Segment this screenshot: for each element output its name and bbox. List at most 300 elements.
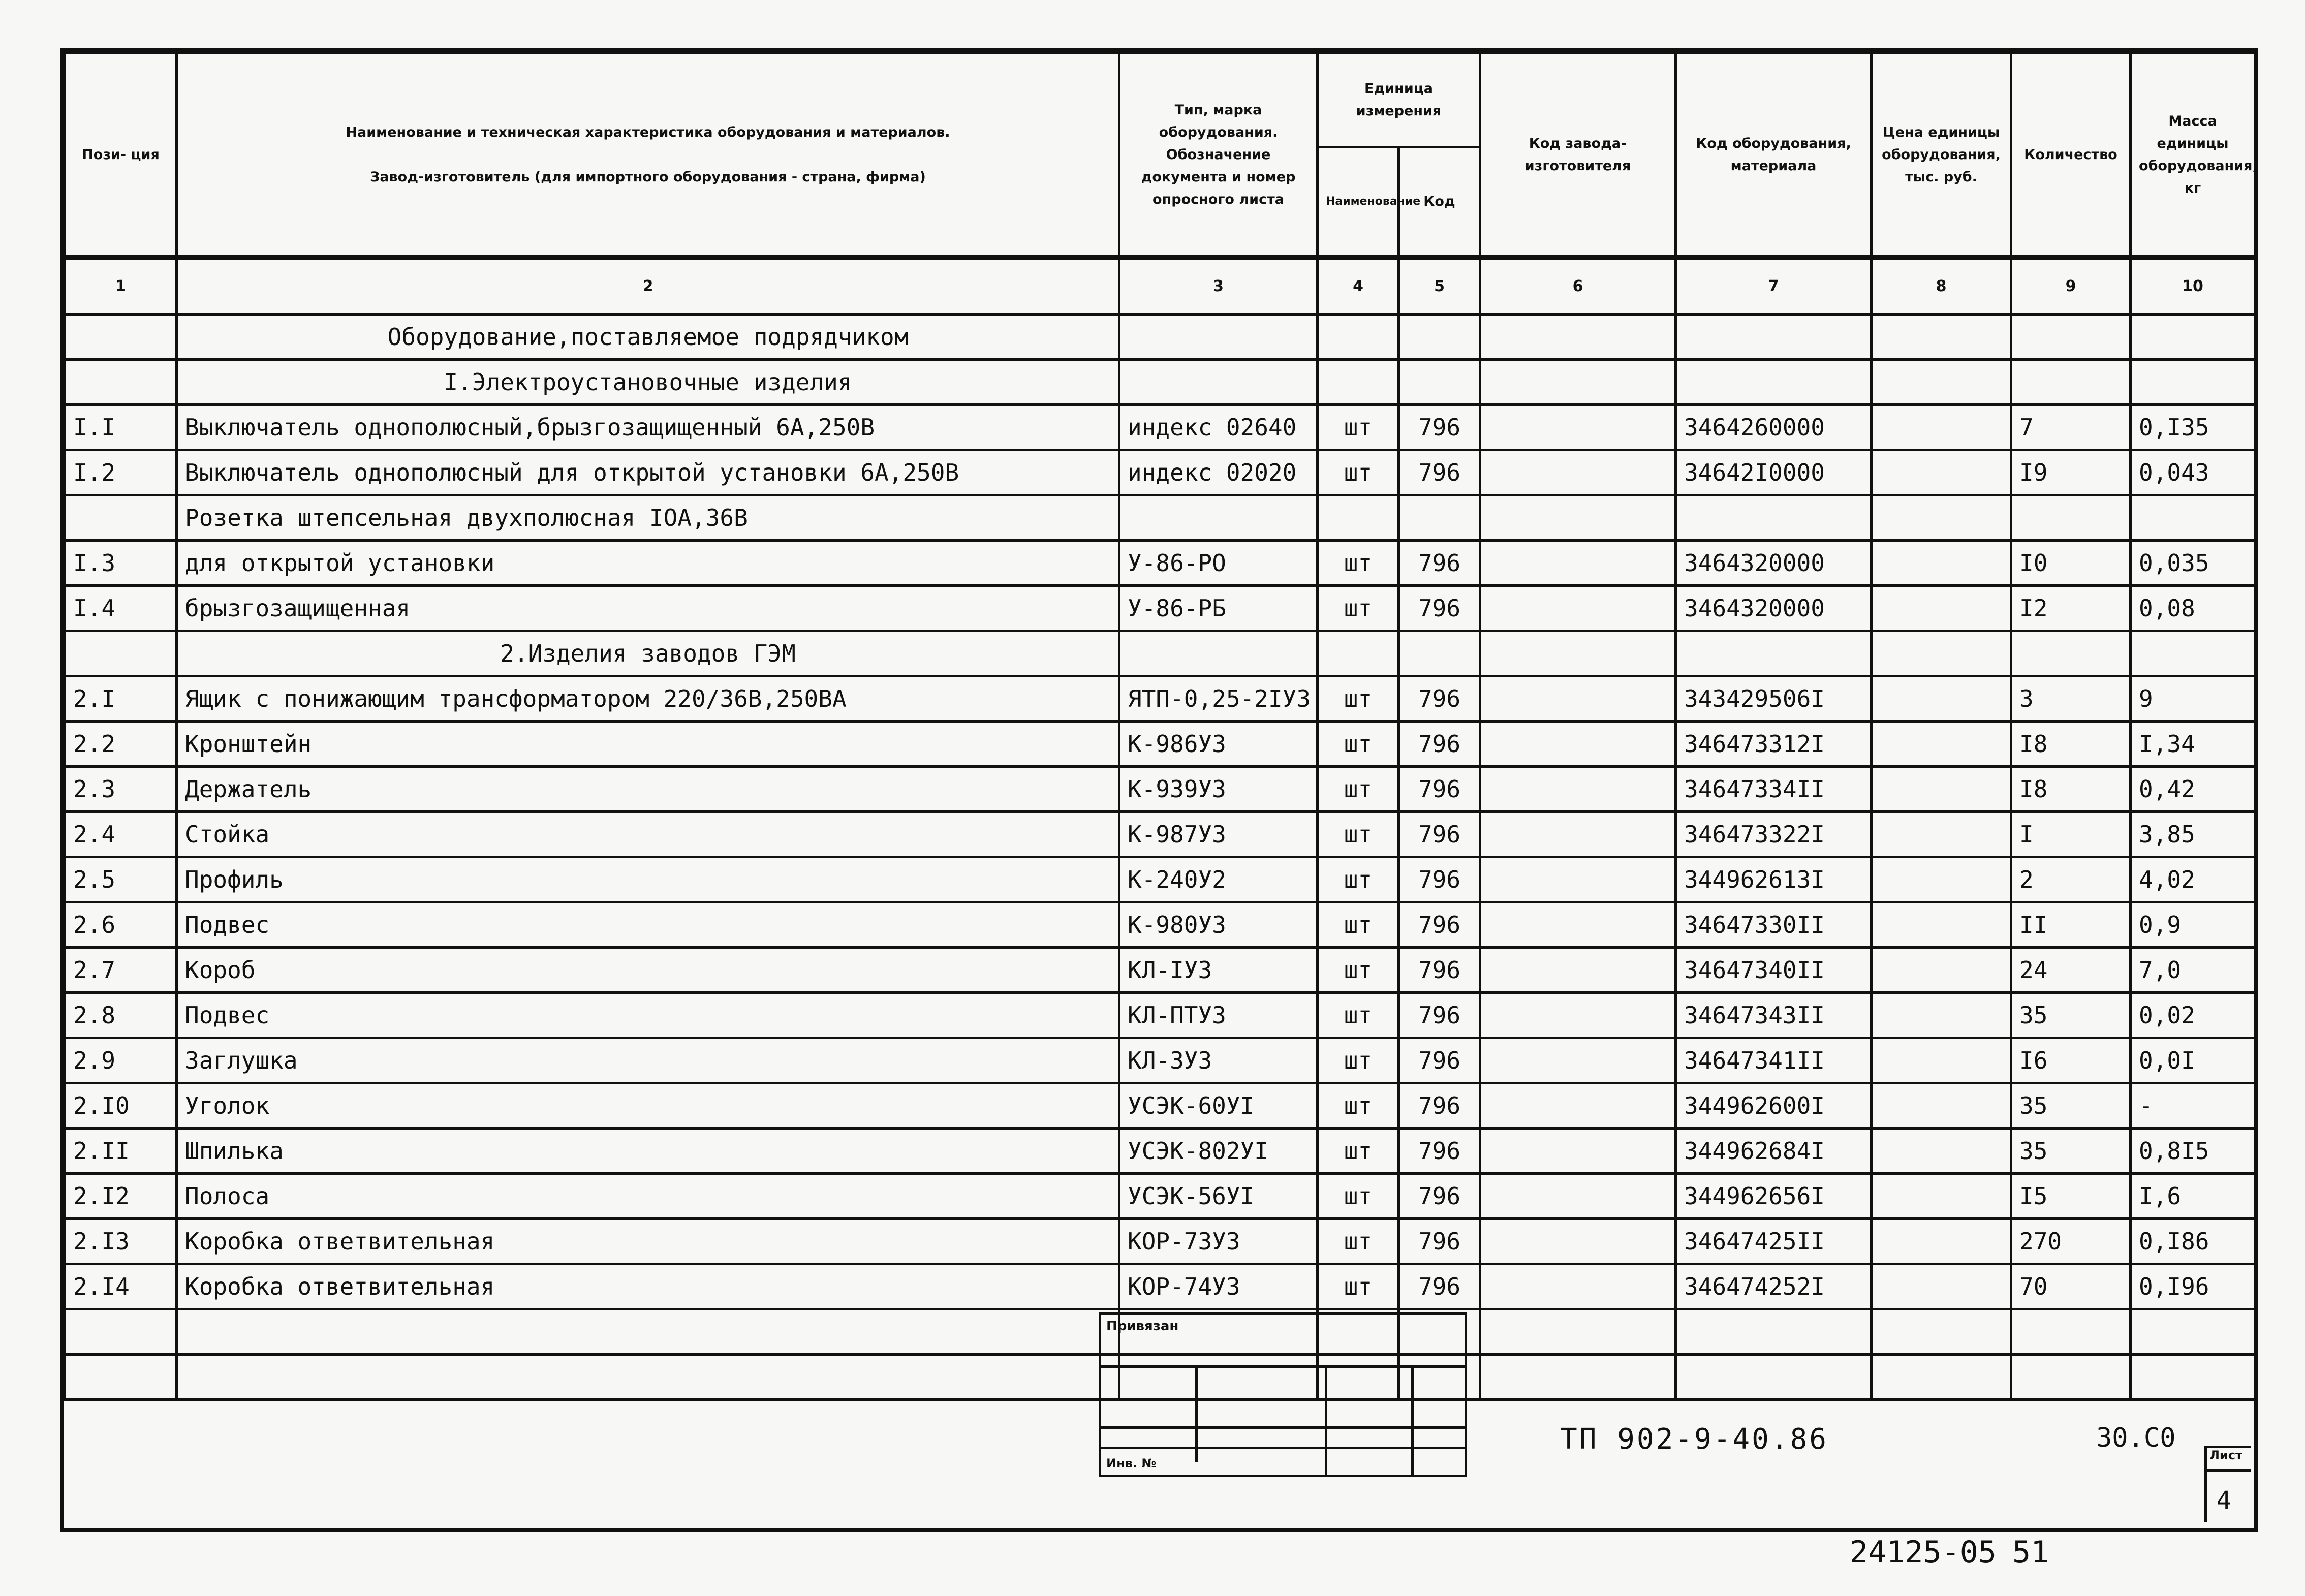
row-plant-code (1480, 1038, 1676, 1083)
row-name: Выключатель однополюсный,брызгозащищенный 6А,250В (177, 405, 1119, 450)
row-mass: 9 (2131, 676, 2255, 722)
row-type: УСЭК-60УI (1119, 1083, 1318, 1129)
row-unit-code (1399, 631, 1480, 676)
row-mass: I,34 (2131, 722, 2255, 767)
row-price (1872, 450, 2011, 495)
table-row (65, 495, 2255, 541)
row-position (65, 315, 177, 360)
row-material-code (1676, 315, 1872, 360)
row-quantity (2011, 495, 2131, 541)
column-number: 2 (177, 258, 1119, 315)
row-mass (2131, 315, 2255, 360)
drawing-sheet (60, 48, 2258, 1532)
row-name: Подвес (177, 993, 1119, 1038)
table-row (65, 812, 2255, 857)
row-type: УСЭК-802УI (1119, 1129, 1318, 1174)
stamp-divider (1101, 1365, 1465, 1368)
row-unit (1318, 495, 1399, 541)
row-price (1872, 722, 2011, 767)
row-unit-code: 796 (1399, 993, 1480, 1038)
row-position (65, 1355, 177, 1400)
row-quantity: 70 (2011, 1264, 2131, 1309)
row-unit-code: 796 (1399, 405, 1480, 450)
row-material-code: 34647340II (1676, 948, 1872, 993)
row-unit-code (1399, 315, 1480, 360)
row-name (177, 1355, 1119, 1400)
row-type (1119, 495, 1318, 541)
row-material-code: 3464260000 (1676, 405, 1872, 450)
row-plant-code (1480, 722, 1676, 767)
row-position: 2.II (65, 1129, 177, 1174)
row-plant-code (1480, 948, 1676, 993)
row-plant-code (1480, 631, 1676, 676)
row-quantity (2011, 315, 2131, 360)
row-price (1872, 315, 2011, 360)
row-mass: 0,0I (2131, 1038, 2255, 1083)
row-material-code: 3464320000 (1676, 586, 1872, 631)
row-mass: 0,02 (2131, 993, 2255, 1038)
row-price (1872, 1219, 2011, 1264)
row-quantity: 35 (2011, 993, 2131, 1038)
table-row (65, 1038, 2255, 1083)
row-mass: I,6 (2131, 1174, 2255, 1219)
row-unit-code: 796 (1399, 948, 1480, 993)
row-quantity: I9 (2011, 450, 2131, 495)
row-position (65, 631, 177, 676)
table-row (65, 1129, 2255, 1174)
row-position: 2.I0 (65, 1083, 177, 1129)
row-unit-code: 796 (1399, 1219, 1480, 1264)
row-mass (2131, 495, 2255, 541)
row-unit: шт (1318, 902, 1399, 948)
row-unit: шт (1318, 948, 1399, 993)
row-unit-code: 796 (1399, 812, 1480, 857)
row-price (1872, 541, 2011, 586)
row-type: У-86-РО (1119, 541, 1318, 586)
row-material-code: 346473322I (1676, 812, 1872, 857)
row-unit-code: 796 (1399, 676, 1480, 722)
table-row (65, 631, 2255, 676)
row-quantity: 270 (2011, 1219, 2131, 1264)
table-row (65, 948, 2255, 993)
row-unit-code: 796 (1399, 586, 1480, 631)
table-row (65, 450, 2255, 495)
row-position (65, 360, 177, 405)
row-position: I.3 (65, 541, 177, 586)
column-number: 5 (1399, 258, 1480, 315)
row-name: Полоса (177, 1174, 1119, 1219)
row-quantity (2011, 631, 2131, 676)
row-unit (1318, 315, 1399, 360)
row-name: Заглушка (177, 1038, 1119, 1083)
table-row (65, 993, 2255, 1038)
header-name-line2: Завод-изготовитель (для импортного оборудования - страна, фирма) (370, 169, 926, 185)
row-position: I.2 (65, 450, 177, 495)
row-name: Коробка ответвительная (177, 1264, 1119, 1309)
column-number: 4 (1318, 258, 1399, 315)
row-quantity (2011, 360, 2131, 405)
specification-table (64, 52, 2256, 1401)
header-unit-group: Единица измерения (1318, 53, 1480, 147)
column-number: 1 (65, 258, 177, 315)
header-unit-name: Наименование (1318, 147, 1399, 258)
row-material-code: 344962613I (1676, 857, 1872, 902)
row-price (1872, 948, 2011, 993)
row-unit: шт (1318, 586, 1399, 631)
table-row (65, 360, 2255, 405)
row-quantity: 3 (2011, 676, 2131, 722)
row-name: Короб (177, 948, 1119, 993)
row-price (1872, 1083, 2011, 1129)
header-plant-code: Код завода-изготовителя (1480, 53, 1676, 258)
row-position: 2.7 (65, 948, 177, 993)
header-mass: Масса единицы оборудования, кг (2131, 53, 2255, 258)
row-type (1119, 631, 1318, 676)
row-quantity: 35 (2011, 1083, 2131, 1129)
row-unit: шт (1318, 1083, 1399, 1129)
row-name: Оборудование,поставляемое подрядчиком (177, 315, 1119, 360)
row-unit-code: 796 (1399, 902, 1480, 948)
row-unit-code (1399, 360, 1480, 405)
row-position: I.I (65, 405, 177, 450)
row-mass: 0,9 (2131, 902, 2255, 948)
row-plant-code (1480, 767, 1676, 812)
row-type: К-980УЗ (1119, 902, 1318, 948)
row-price (1872, 360, 2011, 405)
row-quantity: I6 (2011, 1038, 2131, 1083)
row-price (1872, 586, 2011, 631)
row-unit: шт (1318, 405, 1399, 450)
header-type: Тип, марка оборудования. Обозначение документа и номер опросного листа (1119, 53, 1318, 258)
stamp-divider (1325, 1365, 1327, 1475)
row-mass: 0,043 (2131, 450, 2255, 495)
row-quantity: I2 (2011, 586, 2131, 631)
row-type: КОР-73УЗ (1119, 1219, 1318, 1264)
row-plant-code (1480, 676, 1676, 722)
row-type: КОР-74УЗ (1119, 1264, 1318, 1309)
table-row (65, 586, 2255, 631)
row-price (1872, 1038, 2011, 1083)
row-price (1872, 1264, 2011, 1309)
row-price (1872, 1309, 2011, 1355)
row-name: Держатель (177, 767, 1119, 812)
header-name (177, 53, 1119, 258)
row-unit: шт (1318, 857, 1399, 902)
row-material-code: 34647334II (1676, 767, 1872, 812)
row-unit (1318, 631, 1399, 676)
row-mass: 4,02 (2131, 857, 2255, 902)
stamp-divider (1101, 1398, 1465, 1401)
stamp-divider (1411, 1365, 1414, 1475)
row-material-code: 344962600I (1676, 1083, 1872, 1129)
row-type: У-86-РБ (1119, 586, 1318, 631)
row-material-code (1676, 495, 1872, 541)
header-unit-code: Код (1399, 147, 1480, 258)
row-position: 2.8 (65, 993, 177, 1038)
row-material-code: 34642I0000 (1676, 450, 1872, 495)
row-position: 2.5 (65, 857, 177, 902)
column-number: 8 (1872, 258, 2011, 315)
table-row (65, 315, 2255, 360)
row-type: КЛ-IУЗ (1119, 948, 1318, 993)
row-mass (2131, 360, 2255, 405)
row-material-code (1676, 1355, 1872, 1400)
row-unit-code: 796 (1399, 1038, 1480, 1083)
approval-stamp (1099, 1312, 1467, 1477)
row-unit-code: 796 (1399, 541, 1480, 586)
row-name: Коробка ответвительная (177, 1219, 1119, 1264)
row-unit-code: 796 (1399, 767, 1480, 812)
row-material-code: 34647343II (1676, 993, 1872, 1038)
row-unit: шт (1318, 767, 1399, 812)
row-quantity: 35 (2011, 1129, 2131, 1174)
table-row (65, 541, 2255, 586)
row-type (1119, 315, 1318, 360)
document-code: ТП 902-9-40.86 (1560, 1423, 1829, 1456)
row-unit (1318, 360, 1399, 405)
row-plant-code (1480, 495, 1676, 541)
row-material-code: 34647425II (1676, 1219, 1872, 1264)
row-mass: 0,I96 (2131, 1264, 2255, 1309)
row-name: Кронштейн (177, 722, 1119, 767)
table-row (65, 1083, 2255, 1129)
row-material-code: 344962656I (1676, 1174, 1872, 1219)
stamp-divider (1101, 1447, 1465, 1449)
row-plant-code (1480, 1174, 1676, 1219)
row-unit: шт (1318, 1174, 1399, 1219)
row-unit: шт (1318, 1038, 1399, 1083)
table-row (65, 676, 2255, 722)
row-price (1872, 631, 2011, 676)
row-unit-code: 796 (1399, 1174, 1480, 1219)
row-plant-code (1480, 541, 1676, 586)
row-unit: шт (1318, 993, 1399, 1038)
row-plant-code (1480, 1309, 1676, 1355)
row-plant-code (1480, 857, 1676, 902)
row-unit-code (1399, 495, 1480, 541)
stamp-divider (1101, 1426, 1465, 1429)
row-mass: 0,08 (2131, 586, 2255, 631)
row-name: Уголок (177, 1083, 1119, 1129)
row-price (1872, 676, 2011, 722)
row-price (1872, 902, 2011, 948)
row-price (1872, 495, 2011, 541)
row-material-code: 34647330II (1676, 902, 1872, 948)
row-plant-code (1480, 360, 1676, 405)
row-name: Подвес (177, 902, 1119, 948)
row-material-code: 34647341II (1676, 1038, 1872, 1083)
row-name: Профиль (177, 857, 1119, 902)
row-price (1872, 857, 2011, 902)
column-number: 3 (1119, 258, 1318, 315)
row-plant-code (1480, 405, 1676, 450)
row-plant-code (1480, 1219, 1676, 1264)
table-row (65, 1219, 2255, 1264)
row-position: 2.6 (65, 902, 177, 948)
row-mass: - (2131, 1083, 2255, 1129)
row-type: К-987УЗ (1119, 812, 1318, 857)
row-position: 2.3 (65, 767, 177, 812)
row-plant-code (1480, 902, 1676, 948)
row-plant-code (1480, 812, 1676, 857)
row-material-code: 346474252I (1676, 1264, 1872, 1309)
row-unit: шт (1318, 1129, 1399, 1174)
header-quantity: Количество (2011, 53, 2131, 258)
row-plant-code (1480, 1129, 1676, 1174)
table-row (65, 1174, 2255, 1219)
row-name: I.Электроустановочные изделия (177, 360, 1119, 405)
row-mass (2131, 1309, 2255, 1355)
row-type: К-986УЗ (1119, 722, 1318, 767)
row-unit-code: 796 (1399, 722, 1480, 767)
row-name: Ящик с понижающим трансформатором 220/36В,250ВА (177, 676, 1119, 722)
row-plant-code (1480, 586, 1676, 631)
stamp-title: Привязан (1106, 1319, 1179, 1334)
row-quantity: 7 (2011, 405, 2131, 450)
row-quantity: 2 (2011, 857, 2131, 902)
row-unit-code: 796 (1399, 1083, 1480, 1129)
row-quantity: I5 (2011, 1174, 2131, 1219)
column-number: 7 (1676, 258, 1872, 315)
row-plant-code (1480, 1355, 1676, 1400)
row-quantity (2011, 1355, 2131, 1400)
row-material-code: 3464320000 (1676, 541, 1872, 586)
row-price (1872, 1174, 2011, 1219)
row-position: 2.I (65, 676, 177, 722)
stamp-inventory: Инв. № (1106, 1456, 1157, 1470)
row-plant-code (1480, 1083, 1676, 1129)
row-unit: шт (1318, 812, 1399, 857)
row-type (1119, 360, 1318, 405)
row-position (65, 495, 177, 541)
row-price (1872, 1129, 2011, 1174)
row-quantity: II (2011, 902, 2131, 948)
sheet-label: Лист (2209, 1448, 2242, 1462)
row-mass (2131, 631, 2255, 676)
row-price (1872, 993, 2011, 1038)
row-name: Шпилька (177, 1129, 1119, 1174)
row-type: КЛ-ЗУЗ (1119, 1038, 1318, 1083)
row-material-code: 344962684I (1676, 1129, 1872, 1174)
row-type: индекс 02640 (1119, 405, 1318, 450)
row-material-code (1676, 1309, 1872, 1355)
table-row (65, 722, 2255, 767)
row-name: Стойка (177, 812, 1119, 857)
row-type: УСЭК-56УI (1119, 1174, 1318, 1219)
row-unit: шт (1318, 1264, 1399, 1309)
row-plant-code (1480, 1264, 1676, 1309)
header-name-line1: Наименование и техническая характеристика оборудования и материалов. (346, 124, 950, 140)
row-unit: шт (1318, 722, 1399, 767)
row-quantity: I8 (2011, 767, 2131, 812)
row-position: 2.I4 (65, 1264, 177, 1309)
row-unit: шт (1318, 541, 1399, 586)
row-position: 2.2 (65, 722, 177, 767)
row-price (1872, 812, 2011, 857)
row-mass: 7,0 (2131, 948, 2255, 993)
sheet-number: 4 (2217, 1486, 2231, 1515)
row-price (1872, 1355, 2011, 1400)
row-type: К-939УЗ (1119, 767, 1318, 812)
row-plant-code (1480, 315, 1676, 360)
stamp-divider (1195, 1365, 1198, 1462)
row-material-code (1676, 631, 1872, 676)
row-mass: 3,85 (2131, 812, 2255, 857)
row-mass: 0,I35 (2131, 405, 2255, 450)
row-type: КЛ-ПТУЗ (1119, 993, 1318, 1038)
row-type: ЯТП-0,25-2IУЗ (1119, 676, 1318, 722)
row-mass: 0,035 (2131, 541, 2255, 586)
row-price (1872, 767, 2011, 812)
row-name (177, 1309, 1119, 1355)
row-mass: 0,42 (2131, 767, 2255, 812)
table-row (65, 902, 2255, 948)
row-material-code: 343429506I (1676, 676, 1872, 722)
row-price (1872, 405, 2011, 450)
row-unit-code: 796 (1399, 450, 1480, 495)
row-position: 2.I3 (65, 1219, 177, 1264)
row-mass (2131, 1355, 2255, 1400)
header-price: Цена единицы оборудования, тыс. руб. (1872, 53, 2011, 258)
row-name: Выключатель однополюсный для открытой установки 6А,250В (177, 450, 1119, 495)
row-name: для открытой установки (177, 541, 1119, 586)
row-unit: шт (1318, 450, 1399, 495)
row-position: 2.4 (65, 812, 177, 857)
archive-number: 51 (2012, 1535, 2049, 1570)
column-number: 10 (2131, 258, 2255, 315)
row-unit-code: 796 (1399, 857, 1480, 902)
row-material-code (1676, 360, 1872, 405)
row-quantity: I (2011, 812, 2131, 857)
row-position: I.4 (65, 586, 177, 631)
row-position: 2.I2 (65, 1174, 177, 1219)
table-row (65, 1264, 2255, 1309)
row-type: К-240У2 (1119, 857, 1318, 902)
header-position: Пози- ция (65, 53, 177, 258)
row-unit-code: 796 (1399, 1129, 1480, 1174)
column-number-row (65, 258, 2255, 315)
row-name: 2.Изделия заводов ГЭМ (177, 631, 1119, 676)
row-quantity (2011, 1309, 2131, 1355)
row-unit-code: 796 (1399, 1264, 1480, 1309)
table-row (65, 767, 2255, 812)
row-type: индекс 02020 (1119, 450, 1318, 495)
sheet-number-divider (2204, 1469, 2251, 1472)
archive-code: 24125-05 (1850, 1535, 1997, 1570)
row-material-code: 346473312I (1676, 722, 1872, 767)
row-quantity: 24 (2011, 948, 2131, 993)
column-number: 9 (2011, 258, 2131, 315)
header-material-code: Код оборудования, материала (1676, 53, 1872, 258)
row-position: 2.9 (65, 1038, 177, 1083)
row-plant-code (1480, 450, 1676, 495)
row-quantity: I8 (2011, 722, 2131, 767)
specification-body (65, 315, 2255, 1400)
row-name: Розетка штепсельная двухполюсная IOA,36В (177, 495, 1119, 541)
row-name: брызгозащищенная (177, 586, 1119, 631)
row-mass: 0,8I5 (2131, 1129, 2255, 1174)
row-mass: 0,I86 (2131, 1219, 2255, 1264)
row-unit: шт (1318, 1219, 1399, 1264)
table-row (65, 857, 2255, 902)
row-unit: шт (1318, 676, 1399, 722)
table-row (65, 405, 2255, 450)
column-number: 6 (1480, 258, 1676, 315)
row-plant-code (1480, 993, 1676, 1038)
row-position (65, 1309, 177, 1355)
sheet-code: 30.С0 (2096, 1423, 2176, 1453)
row-quantity: I0 (2011, 541, 2131, 586)
